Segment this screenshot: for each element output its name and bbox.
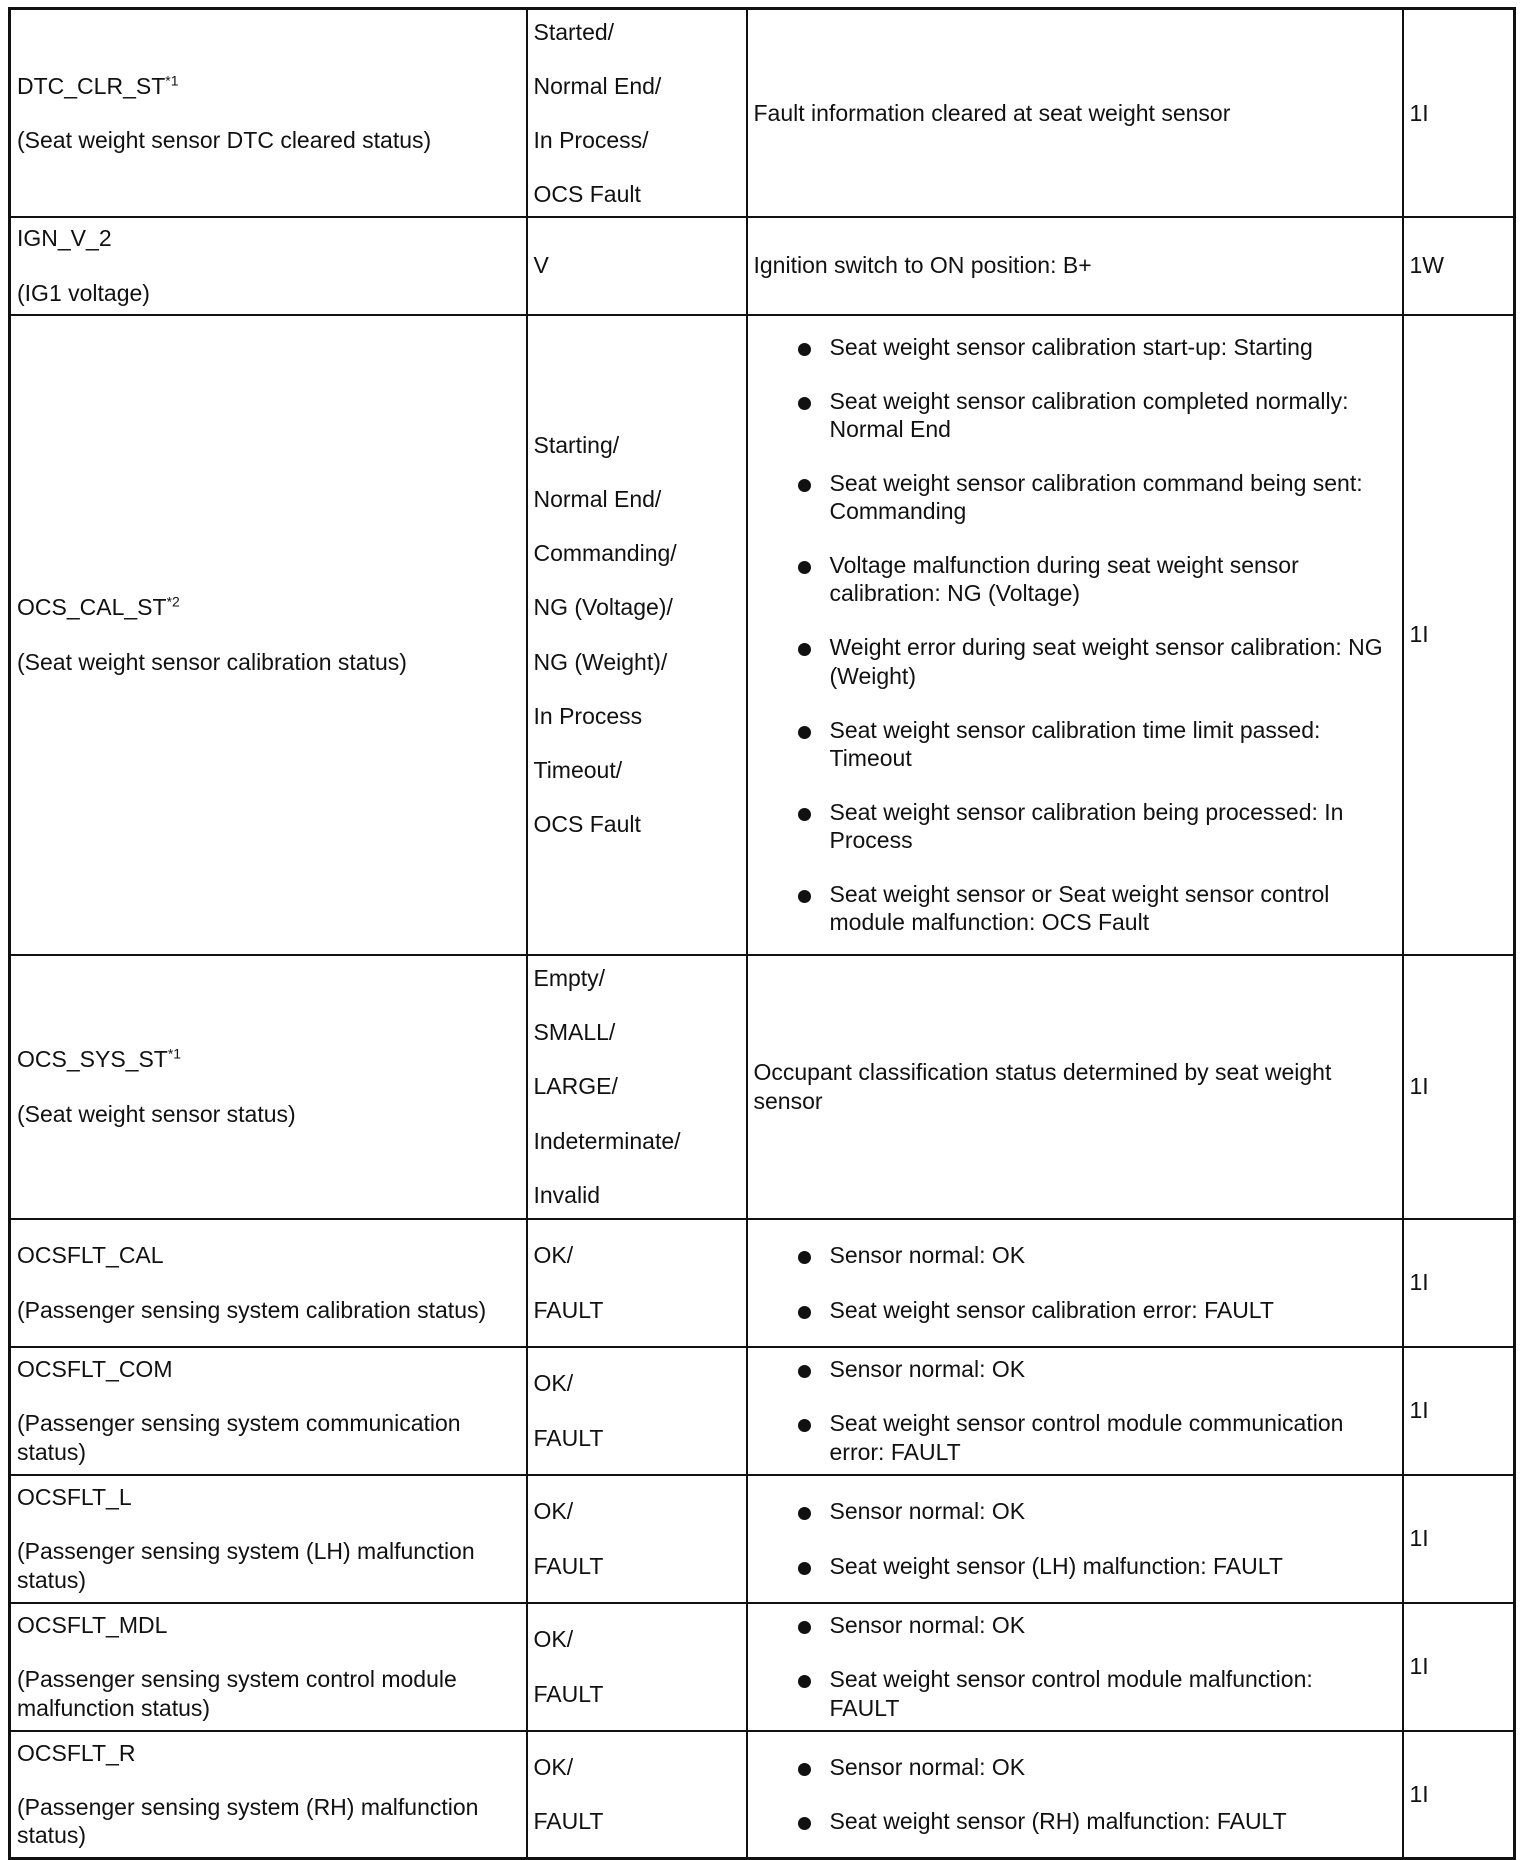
condition-cell: Fault information cleared at seat weight sensor <box>747 9 1403 217</box>
item-description: (IG1 voltage) <box>17 279 150 306</box>
table-row <box>10 217 1515 315</box>
table-row <box>10 955 1515 1219</box>
item-description: (Seat weight sensor calibration status) <box>17 648 407 675</box>
table-row <box>10 1347 1515 1475</box>
value-option: SMALL/ <box>533 1019 616 1046</box>
condition-list <box>754 1611 1396 1721</box>
pin-cell: 1I <box>1403 1347 1515 1475</box>
item-name: OCSFLT_COM <box>17 1356 173 1383</box>
pin-cell: 1I <box>1403 1603 1515 1731</box>
condition-cell <box>747 1731 1403 1859</box>
value-option: Starting/ <box>533 432 620 459</box>
condition-item: Seat weight sensor calibration error: FAULT <box>754 1296 1396 1324</box>
value-option: OK/ <box>533 1754 574 1781</box>
condition-item: Seat weight sensor control module malfunction: FAULT <box>754 1665 1396 1721</box>
item-cell <box>10 1475 527 1603</box>
value-option: Normal End/ <box>533 72 662 99</box>
item-cell <box>10 217 527 315</box>
item-name: OCSFLT_L <box>17 1484 132 1511</box>
item-name: IGN_V_2 <box>17 225 112 252</box>
table-row <box>10 315 1515 955</box>
condition-item: Sensor normal: OK <box>754 1497 1396 1525</box>
pin-cell: 1I <box>1403 955 1515 1219</box>
condition-cell <box>747 1603 1403 1731</box>
pin-cell: 1W <box>1403 217 1515 315</box>
item-description: (Passenger sensing system (RH) malfunction status) <box>17 1794 479 1849</box>
value-cell <box>527 1475 747 1603</box>
value-cell <box>527 1731 747 1859</box>
condition-item: Seat weight sensor calibration being processed: In Process <box>754 798 1396 854</box>
condition-item: Seat weight sensor calibration time limit passed: Timeout <box>754 716 1396 772</box>
value-cell <box>527 1603 747 1731</box>
pin-cell: 1I <box>1403 9 1515 217</box>
item-description: (Passenger sensing system calibration status) <box>17 1296 487 1323</box>
value-cell <box>527 1219 747 1347</box>
pin-cell: 1I <box>1403 1475 1515 1603</box>
value-cell <box>527 315 747 955</box>
condition-item: Voltage malfunction during seat weight sensor calibration: NG (Voltage) <box>754 551 1396 607</box>
item-cell <box>10 1731 527 1859</box>
pin-cell: 1I <box>1403 1219 1515 1347</box>
value-cell <box>527 217 747 315</box>
condition-item: Sensor normal: OK <box>754 1241 1396 1269</box>
condition-item: Sensor normal: OK <box>754 1611 1396 1639</box>
value-option: OCS Fault <box>533 810 641 837</box>
condition-cell: Occupant classification status determined by seat weight sensor <box>747 955 1403 1219</box>
condition-item: Seat weight sensor calibration start-up: Starting <box>754 333 1396 361</box>
item-name: DTC_CLR_ST$^{*1}$ <box>17 72 179 99</box>
value-option: Normal End/ <box>533 486 662 513</box>
condition-item: Seat weight sensor (LH) malfunction: FAULT <box>754 1552 1396 1580</box>
value-cell <box>527 955 747 1219</box>
value-option: V <box>533 252 549 279</box>
condition-cell <box>747 1475 1403 1603</box>
footnote-mark: *2 <box>166 593 180 610</box>
table-row <box>10 1731 1515 1859</box>
item-cell <box>10 1347 527 1475</box>
condition-list <box>754 1355 1396 1465</box>
item-description: (Passenger sensing system communication status) <box>17 1410 461 1465</box>
value-option: OK/ <box>533 1626 574 1653</box>
pid-table <box>8 7 1516 1860</box>
pin-cell: 1I <box>1403 1731 1515 1859</box>
value-option: FAULT <box>533 1424 604 1451</box>
item-name: OCSFLT_CAL <box>17 1242 164 1269</box>
item-description: (Passenger sensing system (LH) malfunction status) <box>17 1538 475 1593</box>
value-option: In Process <box>533 702 643 729</box>
item-description: (Passenger sensing system control module malfunction status) <box>17 1666 457 1721</box>
value-option: Invalid <box>533 1181 600 1208</box>
condition-list <box>754 1241 1396 1323</box>
condition-list <box>754 1753 1396 1835</box>
condition-item: Seat weight sensor calibration completed normally: Normal End <box>754 387 1396 443</box>
condition-item: Seat weight sensor (RH) malfunction: FAULT <box>754 1807 1396 1835</box>
value-option: OK/ <box>533 1242 574 1269</box>
value-option: Empty/ <box>533 965 606 992</box>
condition-item: Weight error during seat weight sensor calibration: NG (Weight) <box>754 633 1396 689</box>
value-option: FAULT <box>533 1808 604 1835</box>
condition-list <box>754 1497 1396 1579</box>
value-cell <box>527 9 747 217</box>
condition-cell <box>747 315 1403 955</box>
table-row <box>10 1475 1515 1603</box>
value-option: OCS Fault <box>533 180 641 207</box>
value-option: NG (Voltage)/ <box>533 594 673 621</box>
table-row <box>10 9 1515 217</box>
footnote-mark: *1 <box>165 72 179 89</box>
value-cell <box>527 1347 747 1475</box>
item-name: OCS_CAL_ST$^{*2}$ <box>17 593 180 621</box>
condition-cell <box>747 1347 1403 1475</box>
item-name: OCSFLT_R <box>17 1740 136 1767</box>
value-option: LARGE/ <box>533 1073 618 1100</box>
condition-cell <box>747 1219 1403 1347</box>
value-option: Indeterminate/ <box>533 1127 681 1154</box>
condition-item: Seat weight sensor control module communication error: FAULT <box>754 1409 1396 1465</box>
value-option: OK/ <box>533 1498 574 1525</box>
value-option: FAULT <box>533 1552 604 1579</box>
value-option: In Process/ <box>533 126 649 153</box>
condition-item: Seat weight sensor or Seat weight sensor control module malfunction: OCS Fault <box>754 880 1396 936</box>
condition-item: Sensor normal: OK <box>754 1355 1396 1383</box>
condition-list <box>754 333 1396 936</box>
item-name: OCS_SYS_ST$^{*1}$ <box>17 1045 182 1073</box>
value-option: Started/ <box>533 18 615 45</box>
value-option: NG (Weight)/ <box>533 648 668 675</box>
table-row <box>10 1603 1515 1731</box>
value-option: Commanding/ <box>533 540 677 567</box>
pin-cell: 1I <box>1403 315 1515 955</box>
condition-item: Sensor normal: OK <box>754 1753 1396 1781</box>
item-cell <box>10 1219 527 1347</box>
item-name: OCSFLT_MDL <box>17 1612 168 1639</box>
footnote-mark: *1 <box>167 1045 182 1062</box>
item-cell <box>10 315 527 955</box>
table-row <box>10 1219 1515 1347</box>
item-description: (Seat weight sensor DTC cleared status) <box>17 126 432 153</box>
item-cell <box>10 955 527 1219</box>
item-cell <box>10 1603 527 1731</box>
value-option: FAULT <box>533 1296 604 1323</box>
condition-item: Seat weight sensor calibration command being sent: Commanding <box>754 469 1396 525</box>
item-cell <box>10 9 527 217</box>
item-description: (Seat weight sensor status) <box>17 1100 296 1127</box>
value-option: Timeout/ <box>533 756 623 783</box>
value-option: OK/ <box>533 1370 574 1397</box>
condition-cell: Ignition switch to ON position: B+ <box>747 217 1403 315</box>
value-option: FAULT <box>533 1680 604 1707</box>
